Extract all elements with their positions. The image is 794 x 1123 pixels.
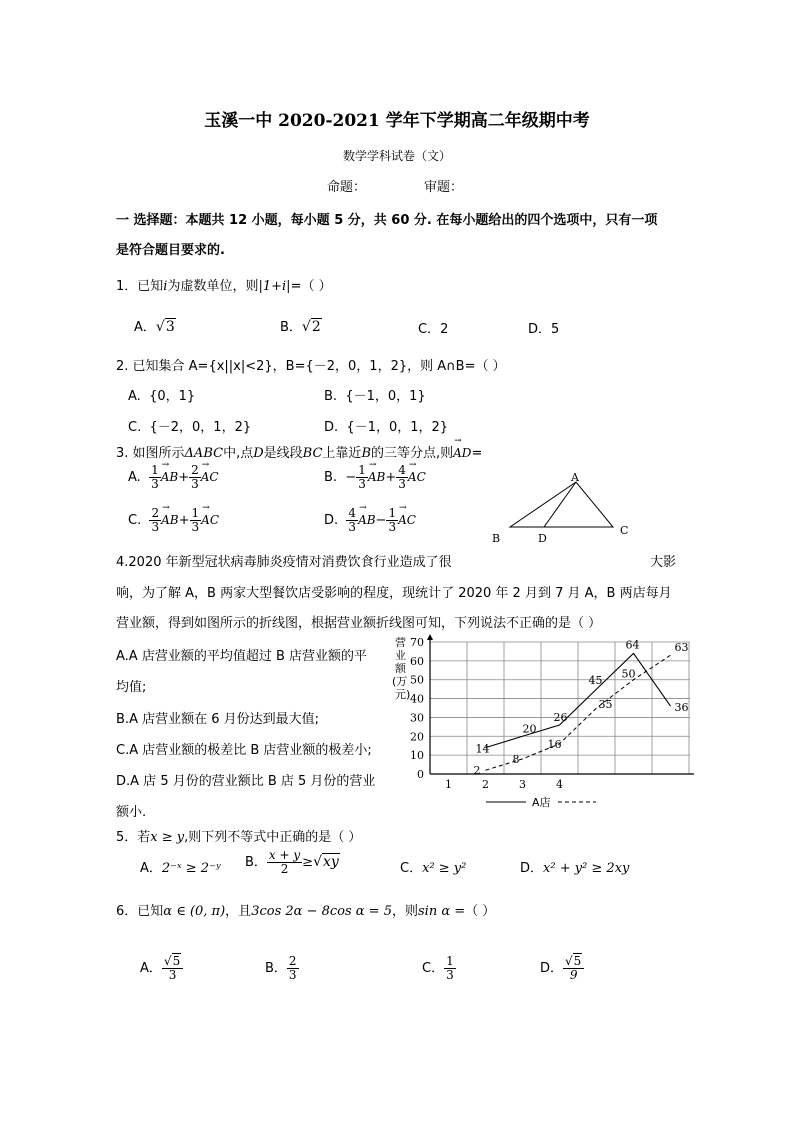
question-4-stem-line2: 响，为了解 A，B 两家大型餐饮店受影响的程度，现统计了 2020 年 2 月到 7 月 A，B 两店每月 bbox=[116, 586, 672, 601]
q3-option-c[interactable]: C. $\frac{2}{3}$ → AB+ $\frac{1}{3}$ → AC bbox=[128, 507, 219, 534]
triangle-figure bbox=[488, 470, 638, 548]
q1-option-a[interactable]: A．√3 bbox=[134, 319, 175, 335]
q3-option-d[interactable]: D. $\frac{4}{3}$ → AB− $\frac{1}{3}$ → AC bbox=[324, 507, 416, 534]
segment-ad bbox=[544, 482, 576, 527]
q2-option-a[interactable]: A. {0，1} bbox=[128, 389, 196, 404]
q6-option-d[interactable]: D． $\frac{√5}{9}$ bbox=[540, 955, 584, 982]
question-4-stem-line1: 4.2020 年新型冠状病毒肺炎疫情对消费饮食行业造成了很 bbox=[116, 555, 452, 570]
q6-option-c[interactable]: C． $\frac{1}{3}$ bbox=[422, 954, 454, 982]
q4-option-b[interactable]: B.A 店营业额在 6 月份达到最大值; bbox=[116, 712, 320, 727]
y-tick-label: 60 bbox=[410, 654, 424, 668]
y-tick-label: 0 bbox=[417, 768, 424, 781]
x-tick-label: 2 bbox=[482, 778, 489, 791]
data-label: 36 bbox=[674, 701, 689, 715]
q2-option-c[interactable]: C. {－2，0，1，2} bbox=[128, 420, 252, 435]
question-4-stem-line1-end: 大影 bbox=[650, 555, 677, 570]
q5-option-c[interactable]: C．x² ≥ y² bbox=[400, 861, 467, 876]
x-tick-label: 4 bbox=[556, 778, 563, 791]
y-tick-label: 20 bbox=[410, 730, 424, 744]
q4-option-c[interactable]: C.A 店营业额的极差比 B 店营业额的极差小; bbox=[116, 743, 372, 758]
subject-title: 数学学科试卷（文） bbox=[342, 149, 451, 163]
y-tick-label: 70 bbox=[410, 636, 424, 649]
data-label: 8 bbox=[512, 752, 520, 766]
data-label: 63 bbox=[674, 641, 689, 655]
q6-option-b[interactable]: B． $\frac{2}{3}$ bbox=[265, 954, 297, 982]
vertex-label-c: C bbox=[620, 524, 629, 537]
q4-option-d-cont: 额小. bbox=[116, 805, 147, 820]
revenue-line-chart bbox=[390, 632, 700, 814]
vertex-label-a: A bbox=[571, 471, 579, 484]
q2-option-d[interactable]: D. {－1，0，1，2} bbox=[324, 420, 449, 435]
y-axis-arrow bbox=[427, 634, 433, 640]
section-instructions: 一 选择题：本题共 12 小题，每小题 5 分，共 60 分. 在每小题给出的四个选项中，只有一项 bbox=[116, 213, 658, 228]
question-3-stem: 3. 如图所示ΔABC中,点D是线段BC上靠近B的三等分点,则→ AD= bbox=[116, 442, 482, 461]
q1-option-d[interactable]: D．5 bbox=[528, 322, 560, 337]
x-tick-label: 3 bbox=[519, 778, 526, 791]
y-tick-label: 50 bbox=[410, 673, 424, 687]
question-5-stem: 5．若x ≥ y,则下列不等式中正确的是（ ） bbox=[116, 830, 362, 845]
data-label: 35 bbox=[598, 698, 613, 711]
q4-option-a-cont: 均值; bbox=[116, 680, 147, 695]
data-label: 2 bbox=[473, 764, 481, 778]
q3-option-a[interactable]: A. $\frac{1}{3}$ → AB+ $\frac{2}{3}$ → AC bbox=[128, 464, 219, 491]
data-label: 50 bbox=[621, 667, 636, 681]
y-axis-label: 营业额(万元) bbox=[392, 636, 411, 701]
x-tick-label: 1 bbox=[445, 778, 452, 791]
data-label: 45 bbox=[588, 674, 603, 688]
q1-option-b[interactable]: B．√2 bbox=[280, 319, 321, 335]
page-title: 玉溪一中 2020-2021 学年下学期高二年级期中考 bbox=[204, 111, 590, 131]
y-tick-label: 30 bbox=[410, 711, 424, 725]
data-label: 64 bbox=[625, 638, 640, 652]
question-2-stem: 2. 已知集合 A={x||x|<2}，B={－2，0，1，2}，则 A∩B=（ ） bbox=[116, 359, 506, 374]
q1-option-c[interactable]: C．2 bbox=[418, 322, 449, 337]
vertex-label-b: B bbox=[492, 532, 501, 545]
q5-option-a[interactable]: A．2⁻ˣ ≥ 2⁻ʸ bbox=[140, 861, 221, 876]
question-1-stem: 1．已知i为虚数单位，则|1+i|=（ ） bbox=[116, 279, 332, 294]
q4-option-a[interactable]: A.A 店营业额的平均值超过 B 店营业额的平 bbox=[116, 649, 368, 664]
reviewer-label: 审题： bbox=[424, 180, 464, 195]
setter-label: 命题： bbox=[327, 180, 367, 195]
question-6-stem: 6．已知α ∈ (0, π)，且3cos 2α − 8cos α = 5，则sin α =（ ） bbox=[116, 904, 496, 919]
q6-option-a[interactable]: A． $\frac{√5}{3}$ bbox=[140, 955, 183, 982]
q3-option-b[interactable]: B. − $\frac{1}{3}$ → AB+ $\frac{4}{3}$ → AC bbox=[324, 464, 426, 491]
point-label-d: D bbox=[538, 532, 547, 545]
data-label: 26 bbox=[553, 710, 568, 724]
data-label: 14 bbox=[475, 742, 490, 756]
legend-label-a: A店 bbox=[532, 796, 551, 809]
question-4-stem-line3: 营业额，得到如图所示的折线图，根据营业额折线图可知，下列说法不正确的是（ ） bbox=[116, 616, 602, 631]
triangle-abc bbox=[510, 482, 613, 527]
section-instructions-cont: 是符合题目要求的. bbox=[116, 243, 225, 258]
data-label: 20 bbox=[522, 722, 537, 736]
data-label: 16 bbox=[547, 737, 562, 751]
q2-option-b[interactable]: B. {－1，0，1} bbox=[324, 389, 426, 404]
q5-option-d[interactable]: D．x² + y² ≥ 2xy bbox=[520, 861, 630, 876]
y-tick-label: 40 bbox=[410, 692, 424, 706]
y-tick-label: 10 bbox=[410, 749, 424, 763]
q5-option-b[interactable]: B． $\frac{x + y}{2}$ ≥√xy bbox=[245, 848, 339, 876]
q4-option-d[interactable]: D.A 店 5 月份的营业额比 B 店 5 月份的营业 bbox=[116, 774, 376, 789]
